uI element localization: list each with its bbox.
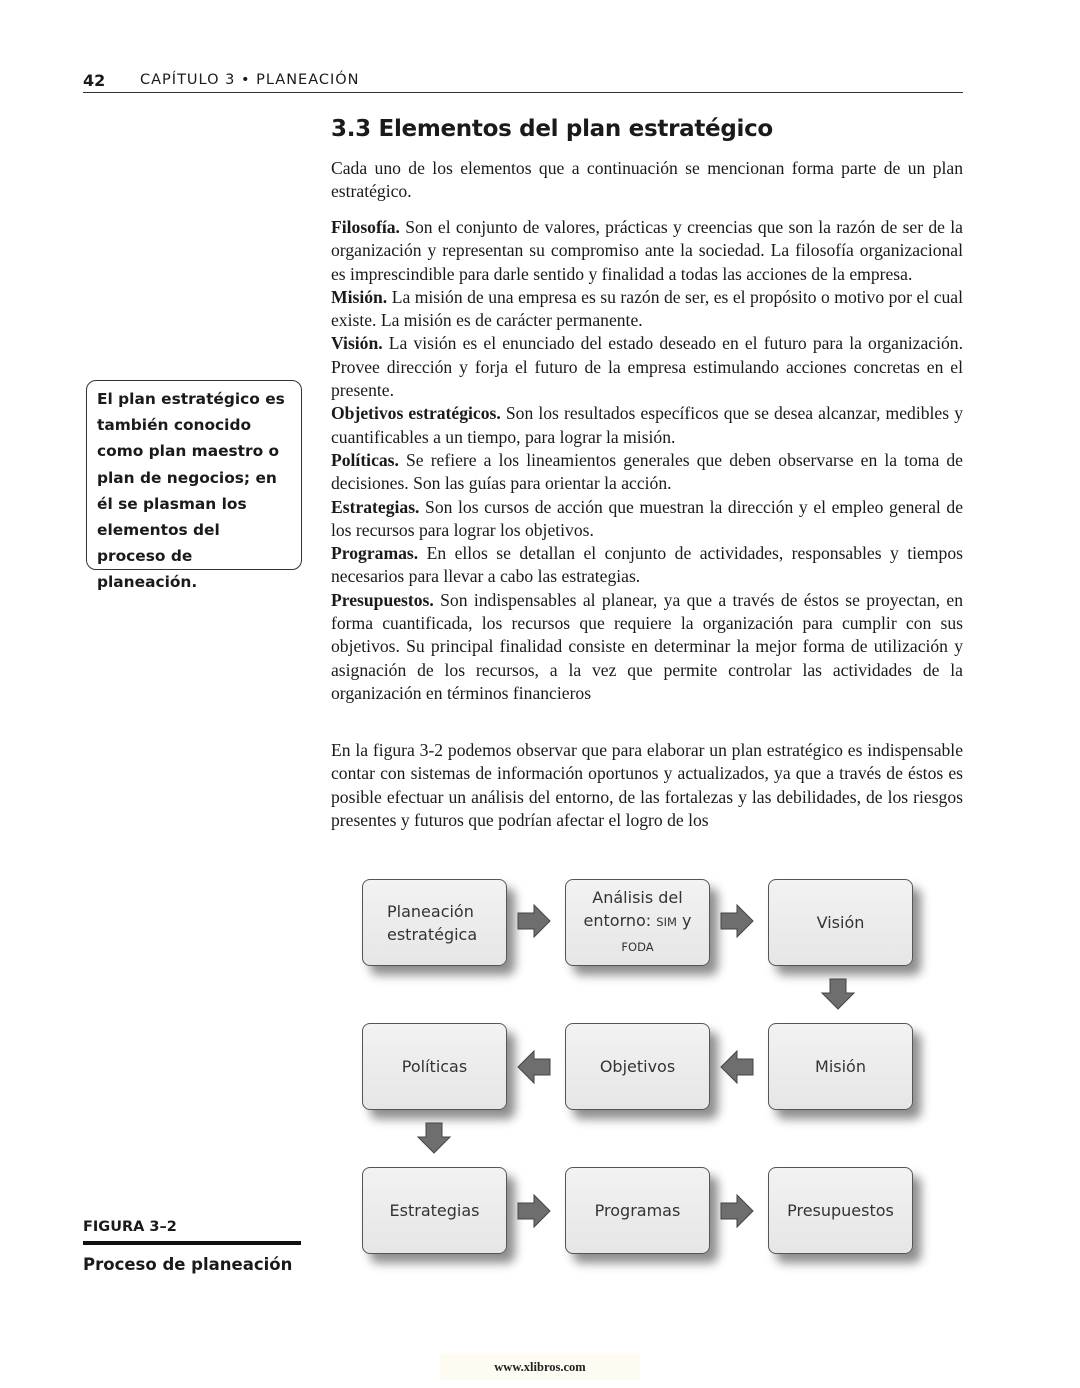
definition-item — [331, 496, 963, 543]
arrow-right-icon — [516, 903, 552, 939]
definition-item — [331, 402, 963, 449]
definition-item — [331, 216, 963, 286]
definition-item — [331, 449, 963, 496]
margin-note: El plan estratégico es también conocido como plan maestro o plan de negocios; en él se plasman los elementos del proceso de planeación. — [86, 380, 302, 570]
box-label — [566, 886, 709, 959]
definition-text: Son el conjunto de valores, prácticas y creencias que son la razón de ser de la organización y representan su compromiso ante la sociedad. La filosofía organizacional es imprescindible para darle sentido y finalidad a todas las acciones de la empresa. — [331, 217, 963, 284]
definition-text: Se refiere a los lineamientos generales que deben observarse en la toma de decisiones. Son las guías para orientar la acción. — [331, 449, 963, 494]
definition-text: Son indispensables al planear, ya que a través de éstos se proyectan, en forma cuantificada, los recursos que requiere la organización para cumplir con sus objetivos. Su principal finalidad consiste en determinar la mejor forma de utilización y asignación de los recursos, a la vez que permite controlar las actividades de la organización en términos financieros — [331, 589, 963, 703]
arrow-down-icon — [820, 977, 856, 1011]
closing-text: En la figura 3-2 podemos observar que para elaborar un plan estratégico es indispensable contar con sistemas de información oportunos y actualizados, ya que a través de éstos es posible efectuar un análisis del entorno, de las fortalezas y las debilidades, de los riesgos presentes y futuros que podrían afectar el logro de los — [331, 740, 963, 830]
definition-term: Objetivos estratégicos. — [331, 403, 501, 424]
arrow-left-icon — [719, 1049, 755, 1085]
definition-text: Son los resultados específicos que se desea alcanzar, medibles y cuantificables a un tiempo, para lograr la misión. — [331, 403, 963, 447]
arrow-left-icon — [516, 1049, 552, 1085]
box-programas: Programas — [565, 1167, 710, 1254]
arrow-down-icon — [416, 1121, 452, 1155]
definition-item — [331, 332, 963, 402]
definition-text: En ellos se detallan el conjunto de actividades, responsables y tiempos necesarios para llevar a cabo las estrategias. — [331, 543, 963, 587]
box-label-part: SIM — [656, 915, 677, 929]
definition-term: Estrategias. — [331, 496, 420, 517]
definition-item — [331, 286, 963, 333]
definition-item — [331, 589, 963, 705]
closing-paragraph — [331, 739, 963, 832]
definition-text: Son los cursos de acción que muestran la dirección y el empleo general de los recursos para lograr los objetivos. — [331, 496, 963, 540]
definitions-list — [331, 216, 963, 705]
box-analisis — [565, 879, 710, 966]
definition-text: La visión es el enunciado del estado deseado en el futuro para la organización. Provee dirección y forja el futuro de la empresa estimulando acciones concretas en el presente. — [331, 333, 963, 401]
figure-label: FIGURA 3–2 — [83, 1219, 301, 1245]
box-objetivos: Objetivos — [565, 1023, 710, 1110]
arrow-right-icon — [719, 1193, 755, 1229]
arrow-right-icon — [719, 903, 755, 939]
definition-term: Visión. — [331, 333, 383, 354]
definition-item — [331, 542, 963, 589]
box-label-part: Análisis del entorno: — [583, 888, 683, 930]
definition-term: Programas. — [331, 543, 419, 564]
box-mision: Misión — [768, 1023, 913, 1110]
figure-caption: Proceso de planeación — [83, 1255, 293, 1274]
box-label-part: y — [676, 911, 692, 930]
definition-term: Filosofía. — [331, 217, 400, 237]
box-politicas: Políticas — [362, 1023, 507, 1110]
arrow-right-icon — [516, 1193, 552, 1229]
page-number: 42 — [83, 71, 106, 90]
box-vision: Visión — [768, 879, 913, 966]
box-label-part: FODA — [621, 940, 654, 954]
footer-url: www.xlibros.com — [440, 1354, 640, 1380]
box-presupuestos: Presupuestos — [768, 1167, 913, 1254]
intro-text: Cada uno de los elementos que a continuación se mencionan forma parte de un plan estratégico. — [331, 158, 963, 202]
definition-term: Políticas. — [331, 449, 399, 470]
section-title: 3.3 Elementos del plan estratégico — [331, 116, 773, 142]
box-label: Planeación estratégica — [387, 901, 478, 944]
chapter-title: CAPÍTULO 3 • PLANEACIÓN — [140, 72, 360, 88]
box-estrategias: Estrategias — [362, 1167, 507, 1254]
running-header — [83, 70, 963, 93]
intro-paragraph — [331, 157, 963, 204]
definition-term: Presupuestos. — [331, 589, 434, 610]
box-planeacion — [362, 879, 507, 966]
definition-text: La misión de una empresa es su razón de ser, es el propósito o motivo por el cual existe. La misión es de carácter permanente. — [331, 286, 963, 331]
definition-term: Misión. — [331, 286, 388, 307]
